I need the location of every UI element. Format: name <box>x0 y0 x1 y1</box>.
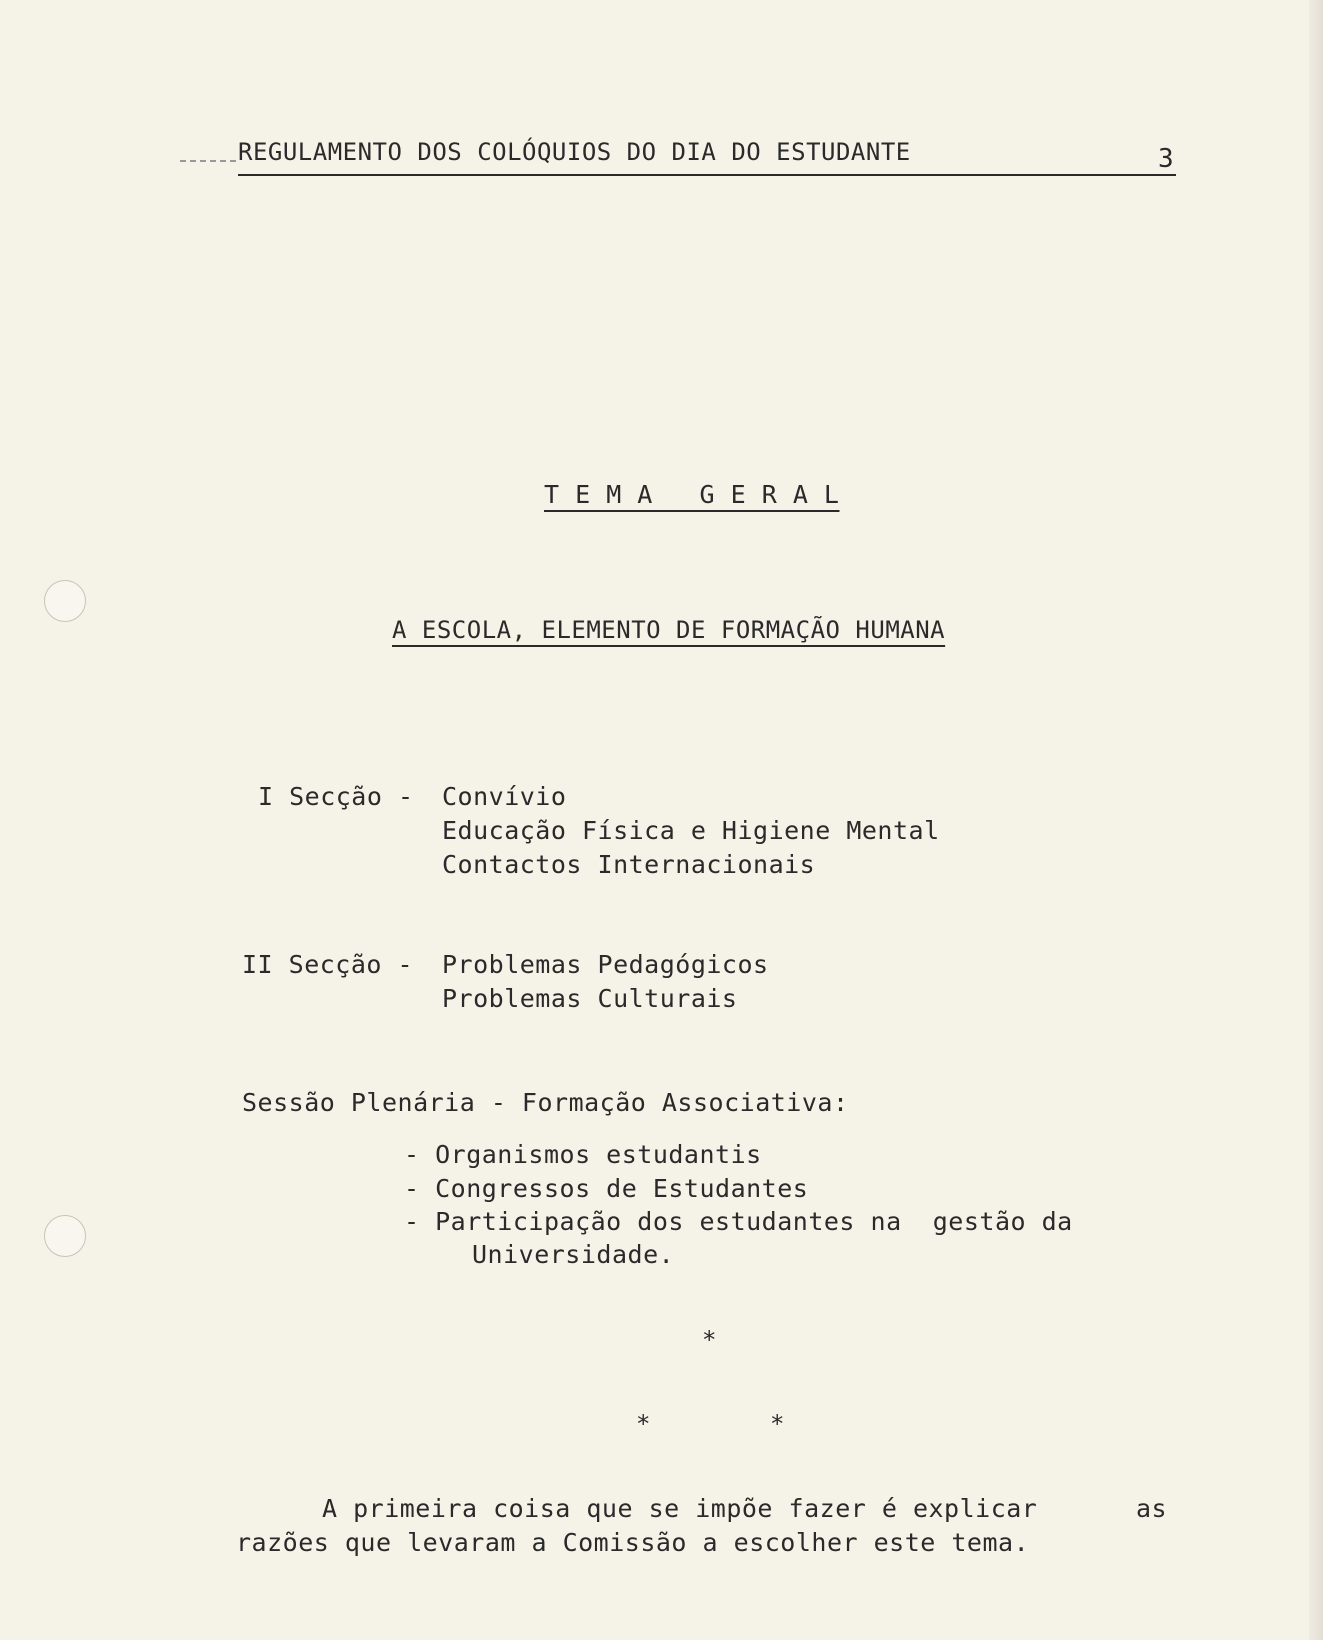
punch-hole <box>44 580 86 622</box>
section1-item: Convívio <box>442 782 567 811</box>
header-rule <box>238 174 1176 176</box>
theme-label: T E M A G E R A L <box>544 480 840 509</box>
plenary-continuation: Universidade. <box>472 1240 675 1269</box>
theme-title: A ESCOLA, ELEMENTO DE FORMAÇÃO HUMANA <box>392 616 946 644</box>
section2-item: Problemas Pedagógicos <box>442 950 769 979</box>
section1-item: Educação Física e Higiene Mental <box>442 816 940 845</box>
section1-item: Contactos Internacionais <box>442 850 816 879</box>
page-edge <box>1309 0 1323 1640</box>
section2-item: Problemas Culturais <box>442 984 738 1013</box>
section1-heading: I Secção - <box>258 782 414 811</box>
plenary-item: - Congressos de Estudantes <box>404 1174 809 1203</box>
separator-star: * <box>636 1410 651 1438</box>
header-title: REGULAMENTO DOS COLÓQUIOS DO DIA DO ESTUDANTE <box>238 138 911 166</box>
separator-star: * <box>702 1326 717 1354</box>
header-dash <box>180 160 236 162</box>
plenary-heading: Sessão Plenária - Formação Associativa: <box>242 1088 849 1117</box>
page-number: 3 <box>1158 144 1174 174</box>
closing-line-1-end: as <box>1136 1494 1168 1523</box>
section2-heading: II Secção - <box>242 950 414 979</box>
closing-line-1: A primeira coisa que se impõe fazer é explicar <box>322 1494 1038 1523</box>
closing-line-2: razões que levaram a Comissão a escolher este tema. <box>236 1528 1030 1557</box>
punch-hole <box>44 1215 86 1257</box>
separator-star: * <box>770 1410 785 1438</box>
plenary-item: - Participação dos estudantes na gestão da <box>404 1207 1073 1236</box>
plenary-item: - Organismos estudantis <box>404 1140 762 1169</box>
